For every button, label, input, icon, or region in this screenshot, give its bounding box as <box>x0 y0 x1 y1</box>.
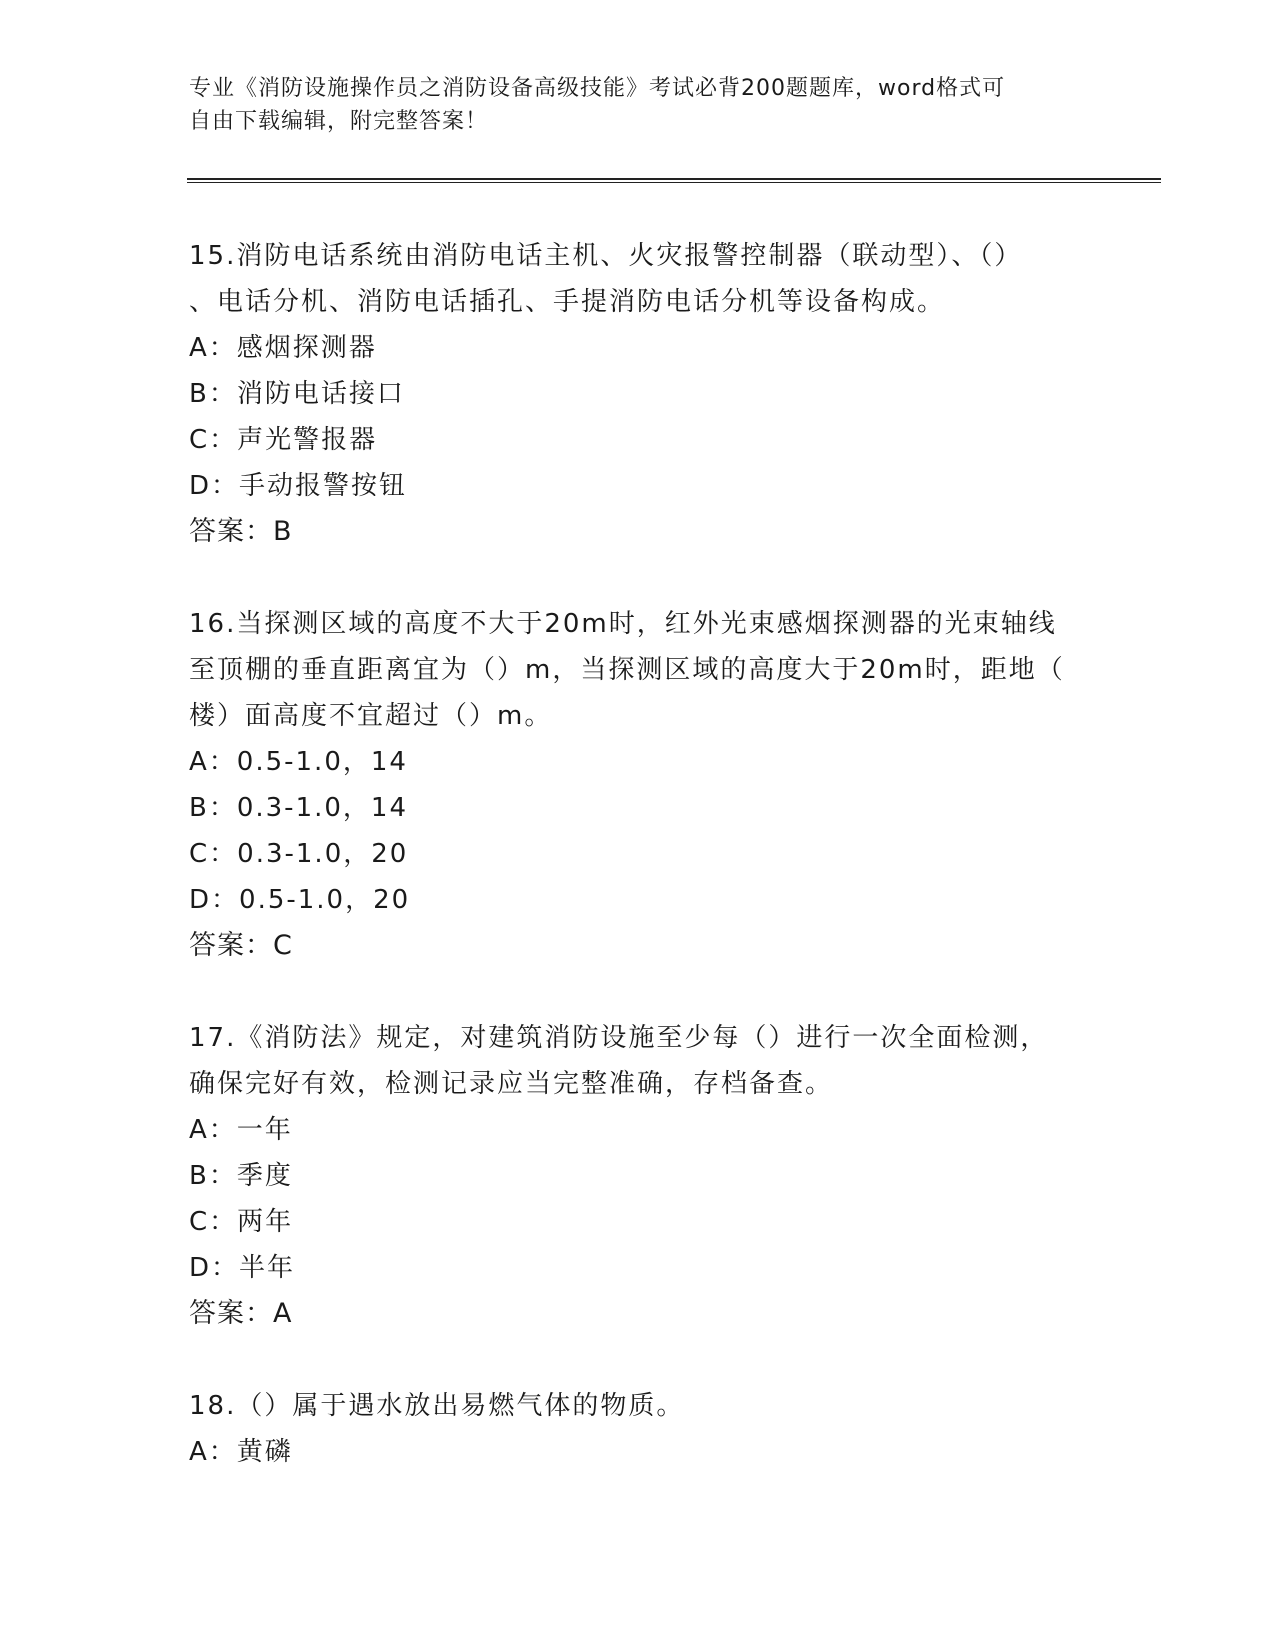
question-stem-line: 至顶棚的垂直距离宜为（）m，当探测区域的高度大于20m时，距地（ <box>189 655 1065 685</box>
option-b: B：季度 <box>189 1161 293 1191</box>
option-c: C：声光警报器 <box>189 425 378 455</box>
option-d: D：手动报警按钮 <box>189 471 408 501</box>
option-a: A：黄磷 <box>189 1437 293 1467</box>
option-b: B：0.3-1.0，14 <box>189 793 409 823</box>
option-a: A：感烟探测器 <box>189 333 377 363</box>
question-18 <box>189 1383 1089 1475</box>
option-d: D：0.5-1.0，20 <box>189 885 411 915</box>
header-line-2: 自由下载编辑，附完整答案！ <box>189 109 489 134</box>
question-stem-line: 18.（）属于遇水放出易燃气体的物质。 <box>189 1391 685 1421</box>
answer-line: 答案：C <box>189 930 293 961</box>
question-stem-line: 确保完好有效，检测记录应当完整准确，存档备查。 <box>189 1069 834 1099</box>
document-header <box>189 72 1069 138</box>
option-a: A：0.5-1.0，14 <box>189 747 408 777</box>
option-c: C：0.3-1.0，20 <box>189 839 409 869</box>
option-a: A：一年 <box>189 1115 293 1145</box>
question-stem-line: 16.当探测区域的高度不大于20m时，红外光束感烟探测器的光束轴线 <box>189 609 1057 639</box>
answer-line: 答案：A <box>189 1298 293 1329</box>
option-c: C：两年 <box>189 1207 294 1237</box>
question-stem-line: 15.消防电话系统由消防电话主机、火灾报警控制器（联动型）、（） <box>189 241 1023 271</box>
question-stem-line: 楼）面高度不宜超过（）m。 <box>189 701 553 731</box>
question-16 <box>189 601 1089 969</box>
header-divider <box>187 178 1161 183</box>
option-b: B：消防电话接口 <box>189 379 405 409</box>
question-list <box>189 233 1089 1521</box>
question-stem-line: 、电话分机、消防电话插孔、手提消防电话分机等设备构成。 <box>189 287 946 317</box>
question-17 <box>189 1015 1089 1337</box>
header-line-1: 专业《消防设施操作员之消防设备高级技能》考试必背200题题库，word格式可 <box>189 76 1006 101</box>
question-15 <box>189 233 1089 555</box>
question-stem-line: 17.《消防法》规定，对建筑消防设施至少每（）进行一次全面检测， <box>189 1023 1049 1053</box>
option-d: D：半年 <box>189 1253 296 1283</box>
answer-line: 答案：B <box>189 516 293 547</box>
